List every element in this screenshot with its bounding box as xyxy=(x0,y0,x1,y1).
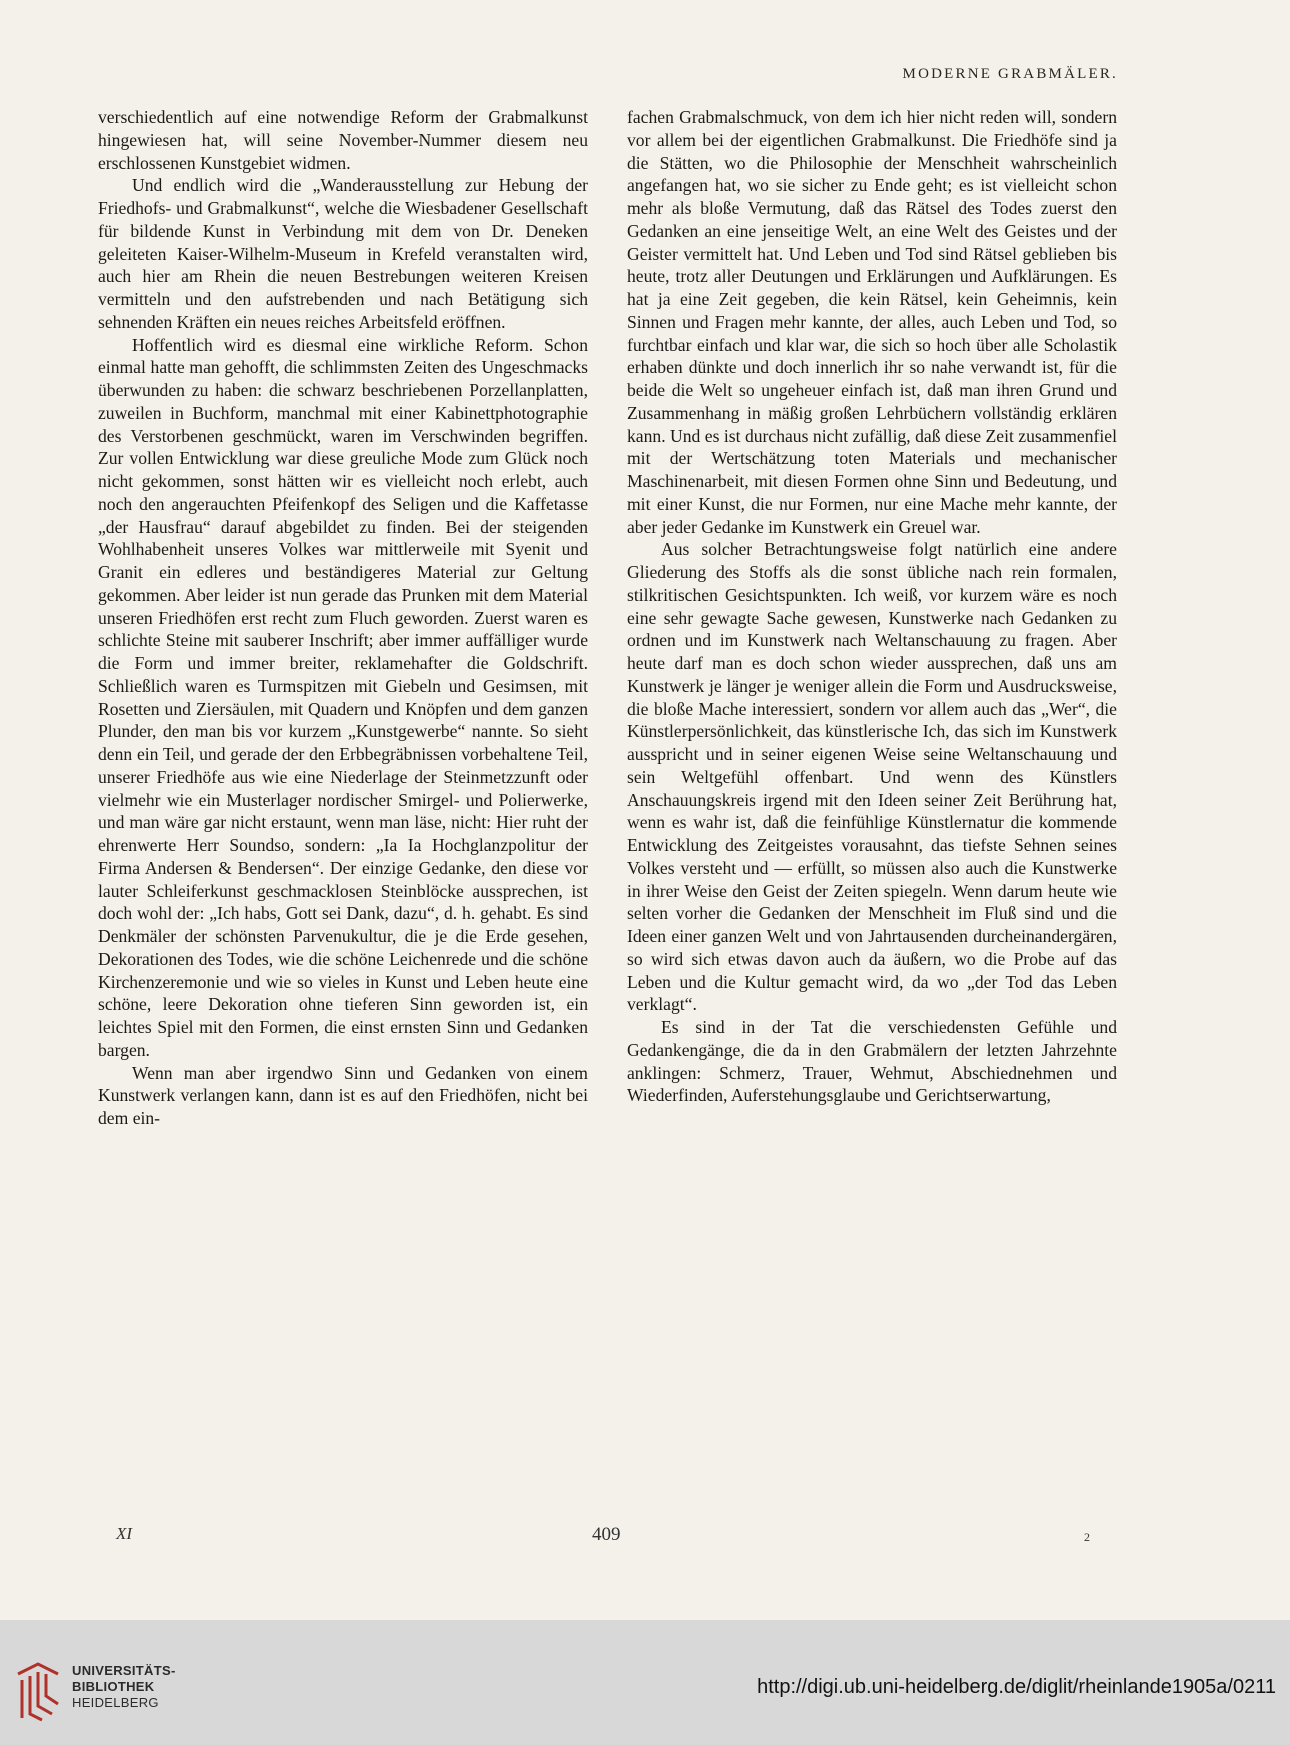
library-name-line: HEIDELBERG xyxy=(72,1695,159,1710)
library-name-line: BIBLIOTHEK xyxy=(72,1679,155,1694)
paragraph: verschiedentlich auf eine notwendige Reform der Grabmalkunst hingewiesen hat, will seine November-Nummer diesem neu erschlossenen Kunstgebiet widmen. xyxy=(98,107,588,173)
library-footer xyxy=(0,1620,1290,1745)
permalink-url[interactable]: http://digi.ub.uni-heidelberg.de/diglit/rheinlande1905a/0211 xyxy=(757,1676,1276,1698)
paragraph: Und endlich wird die „Wanderausstellung zur Hebung der Friedhofs- und Grabmalkunst“, welche die Wiesbadener Gesellschaft für bildende Kunst in Verbindung mit dem von Dr. Deneken geleiteten Kaiser-Wilhelm-Museum in Krefeld veranstalten wird, auch hier am Rhein die neuen Bestrebungen weiteren Kreisen vermitteln und den aufstrebenden und nach Betätigung sich sehnenden Kräften ein neues reiches Arbeitsfeld eröffnen. xyxy=(98,175,588,332)
signature-mark: XI xyxy=(116,1524,133,1543)
library-logo-icon xyxy=(12,1660,64,1724)
running-head: MODERNE GRABMÄLER. xyxy=(902,66,1118,82)
paragraph: Aus solcher Betrachtungsweise folgt natürlich eine andere Gliederung des Stoffs als die sonst übliche nach rein formalen, stilkritischen Gesichtspunkten. Ich weiß, vor kurzem wäre es noch eine sehr gewagte Sache gewesen, Kunstwerke nach Gedanken zu ordnen und im Kunstwerk nach Weltanschauung zu fragen. Aber heute darf man es doch schon wieder aussprechen, daß uns am Kunstwerk je länger je weniger allein die Form und Ausdrucksweise, die bloße Mache interessiert, sondern vor allem auch das „Wer“, die Künstlerpersönlichkeit, das künstlerische Ich, das sich im Kunstwerk ausspricht und in seiner eigenen Weise seine Weltanschauung und sein Weltgefühl offenbart. Und wenn des Künstlers Anschauungskreis irgend mit den Ideen seiner Zeit Berührung hat, wenn es wahr ist, daß die feinfühlige Künstlernatur die kommende Entwicklung des Zeitgeistes vorausahnt, das tiefste Sehnen seines Volkes versteht und — erfüllt, so müssen also auch die Kunstwerke in ihrer Weise den Geist der Zeiten spiegeln. Wenn darum heute wie selten vorher die Gedanken der Menschheit im Fluß sind und die Ideen einer ganzen Welt und von Jahrtausenden durcheinandergären, so wird sich etwas davon auch da äußern, wo die Probe auf das Leben und die Kultur gemacht wird, da wo „der Tod das Leben verklagt“. xyxy=(627,539,1117,1015)
library-name-line: UNIVERSITÄTS- xyxy=(72,1663,176,1678)
paragraph: fachen Grabmalschmuck, von dem ich hier nicht reden will, sondern vor allem bei der eigentlichen Grabmalkunst. Die Friedhöfe sind ja die Stätten, wo die Philosophie der Menschheit wahrscheinlich angefangen hat, wo sie sicher zu Ende geht; es ist vielleicht schon mehr als bloße Vermutung, daß das Rätsel des Todes zuerst den Gedanken an eine jenseitige Welt, an eine Welt des Geistes und der Geister vermittelt hat. Und Leben und Tod sind Rätsel geblieben bis heute, trotz aller Deutungen und Erklärungen und Aufklärungen. Es hat ja eine Zeit gegeben, die kein Rätsel, kein Geheimnis, kein Sinnen und Fragen mehr kannte, der alles, auch Leben und Tod, so furchtbar einfach und klar war, die sich so hoch über alle Scholastik erhaben dünkte und doch innerlich ihr so nahe verwandt ist, für die beide die Welt so ungeheuer einfach ist, daß man ihren Grund und Zusammenhang in mäßig großen Lehrbüchern vollständig erklären kann. Und es ist durchaus nicht zufällig, daß diese Zeit zusammenfiel mit der Wertschätzung toten Materials und mechanischer Maschinenarbeit, mit diesen Formen ohne Sinn und Bedeutung, und mit einer Kunst, die nur Formen, nur eine Mache mehr kannte, der aber jeder Gedanke im Kunstwerk ein Greuel war. xyxy=(627,107,1117,537)
right-column xyxy=(627,106,1117,1107)
sheet-mark: 2 xyxy=(1084,1530,1090,1544)
page-number: 409 xyxy=(592,1524,621,1545)
left-column xyxy=(98,106,588,1130)
paragraph: Es sind in der Tat die verschiedensten Gefühle und Gedankengänge, die da in den Grabmälern der letzten Jahrzehnte anklingen: Schmerz, Trauer, Wehmut, Abschiednehmen und Wiederfinden, Auferstehungsglaube und Gerichtserwartung, xyxy=(627,1017,1117,1106)
paragraph: Hoffentlich wird es diesmal eine wirkliche Reform. Schon einmal hatte man gehofft, die schlimmsten Zeiten des Ungeschmacks überwunden zu haben: die schwarz beschriebenen Porzellanplatten, zuweilen in Buchform, manchmal mit einer Kabinettphotographie des Verstorbenen geschmückt, waren im Verschwinden begriffen. Zur vollen Entwicklung war diese greuliche Mode zum Glück noch nicht gekommen, sonst hätten wir es vielleicht noch erlebt, auch noch den angerauchten Pfeifenkopf des Seligen und die Kaffetasse „der Hausfrau“ darauf abgebildet zu finden. Bei der steigenden Wohlhabenheit unseres Volkes war mittlerweile mit Syenit und Granit ein edleres und beständigeres Material zur Geltung gekommen. Aber leider ist nun gerade das Prunken mit dem Material unseren Friedhöfen erst recht zum Fluch geworden. Zuerst waren es schlichte Steine mit sauberer Inschrift; aber immer auffälliger wurde die Form und immer breiter, reklamehafter die Goldschrift. Schließlich waren es Turmspitzen mit Giebeln und Gesimsen, mit Rosetten und Ziersäulen, mit Quadern und Knöpfen und dem ganzen Plunder, den man bis vor kurzem „Kunstgewerbe“ nannte. So sieht denn ein Teil, und gerade der den Erbbegräbnissen vorbehaltene Teil, unserer Friedhöfe aus wie eine Niederlage der Steinmetzzunft oder vielmehr wie ein Musterlager nordischer Smirgel- und Polierwerke, und man wäre gar nicht erstaunt, wenn man läse, nicht: Hier ruht der ehrenwerte Herr Soundso, sondern: „Ia Ia Hochglanzpolitur der Firma Andersen & Bendersen“. Der einzige Gedanke, den diese vor lauter Schleiferkunst geschmacklosen Steinblöcke aussprechen, ist doch wohl der: „Ich habs, Gott sei Dank, dazu“, d. h. gehabt. Es sind Denkmäler der schönsten Parvenukultur, die je die Erde gesehen, Dekorationen des Todes, wie die schöne Leichenrede und die schöne Kirchenzeremonie und wie so vieles in Kunst und Leben heute eine schöne, leere Dekoration ohne tieferen Sinn geworden ist, ein leichtes Spiel mit den Formen, die einst ernsten Sinn und Gedanken bargen. xyxy=(98,334,588,1060)
paragraph: Wenn man aber irgendwo Sinn und Gedanken von einem Kunstwerk verlangen kann, dann ist es auf den Friedhöfen, nicht bei dem ein- xyxy=(98,1062,588,1128)
library-name xyxy=(72,1663,176,1711)
